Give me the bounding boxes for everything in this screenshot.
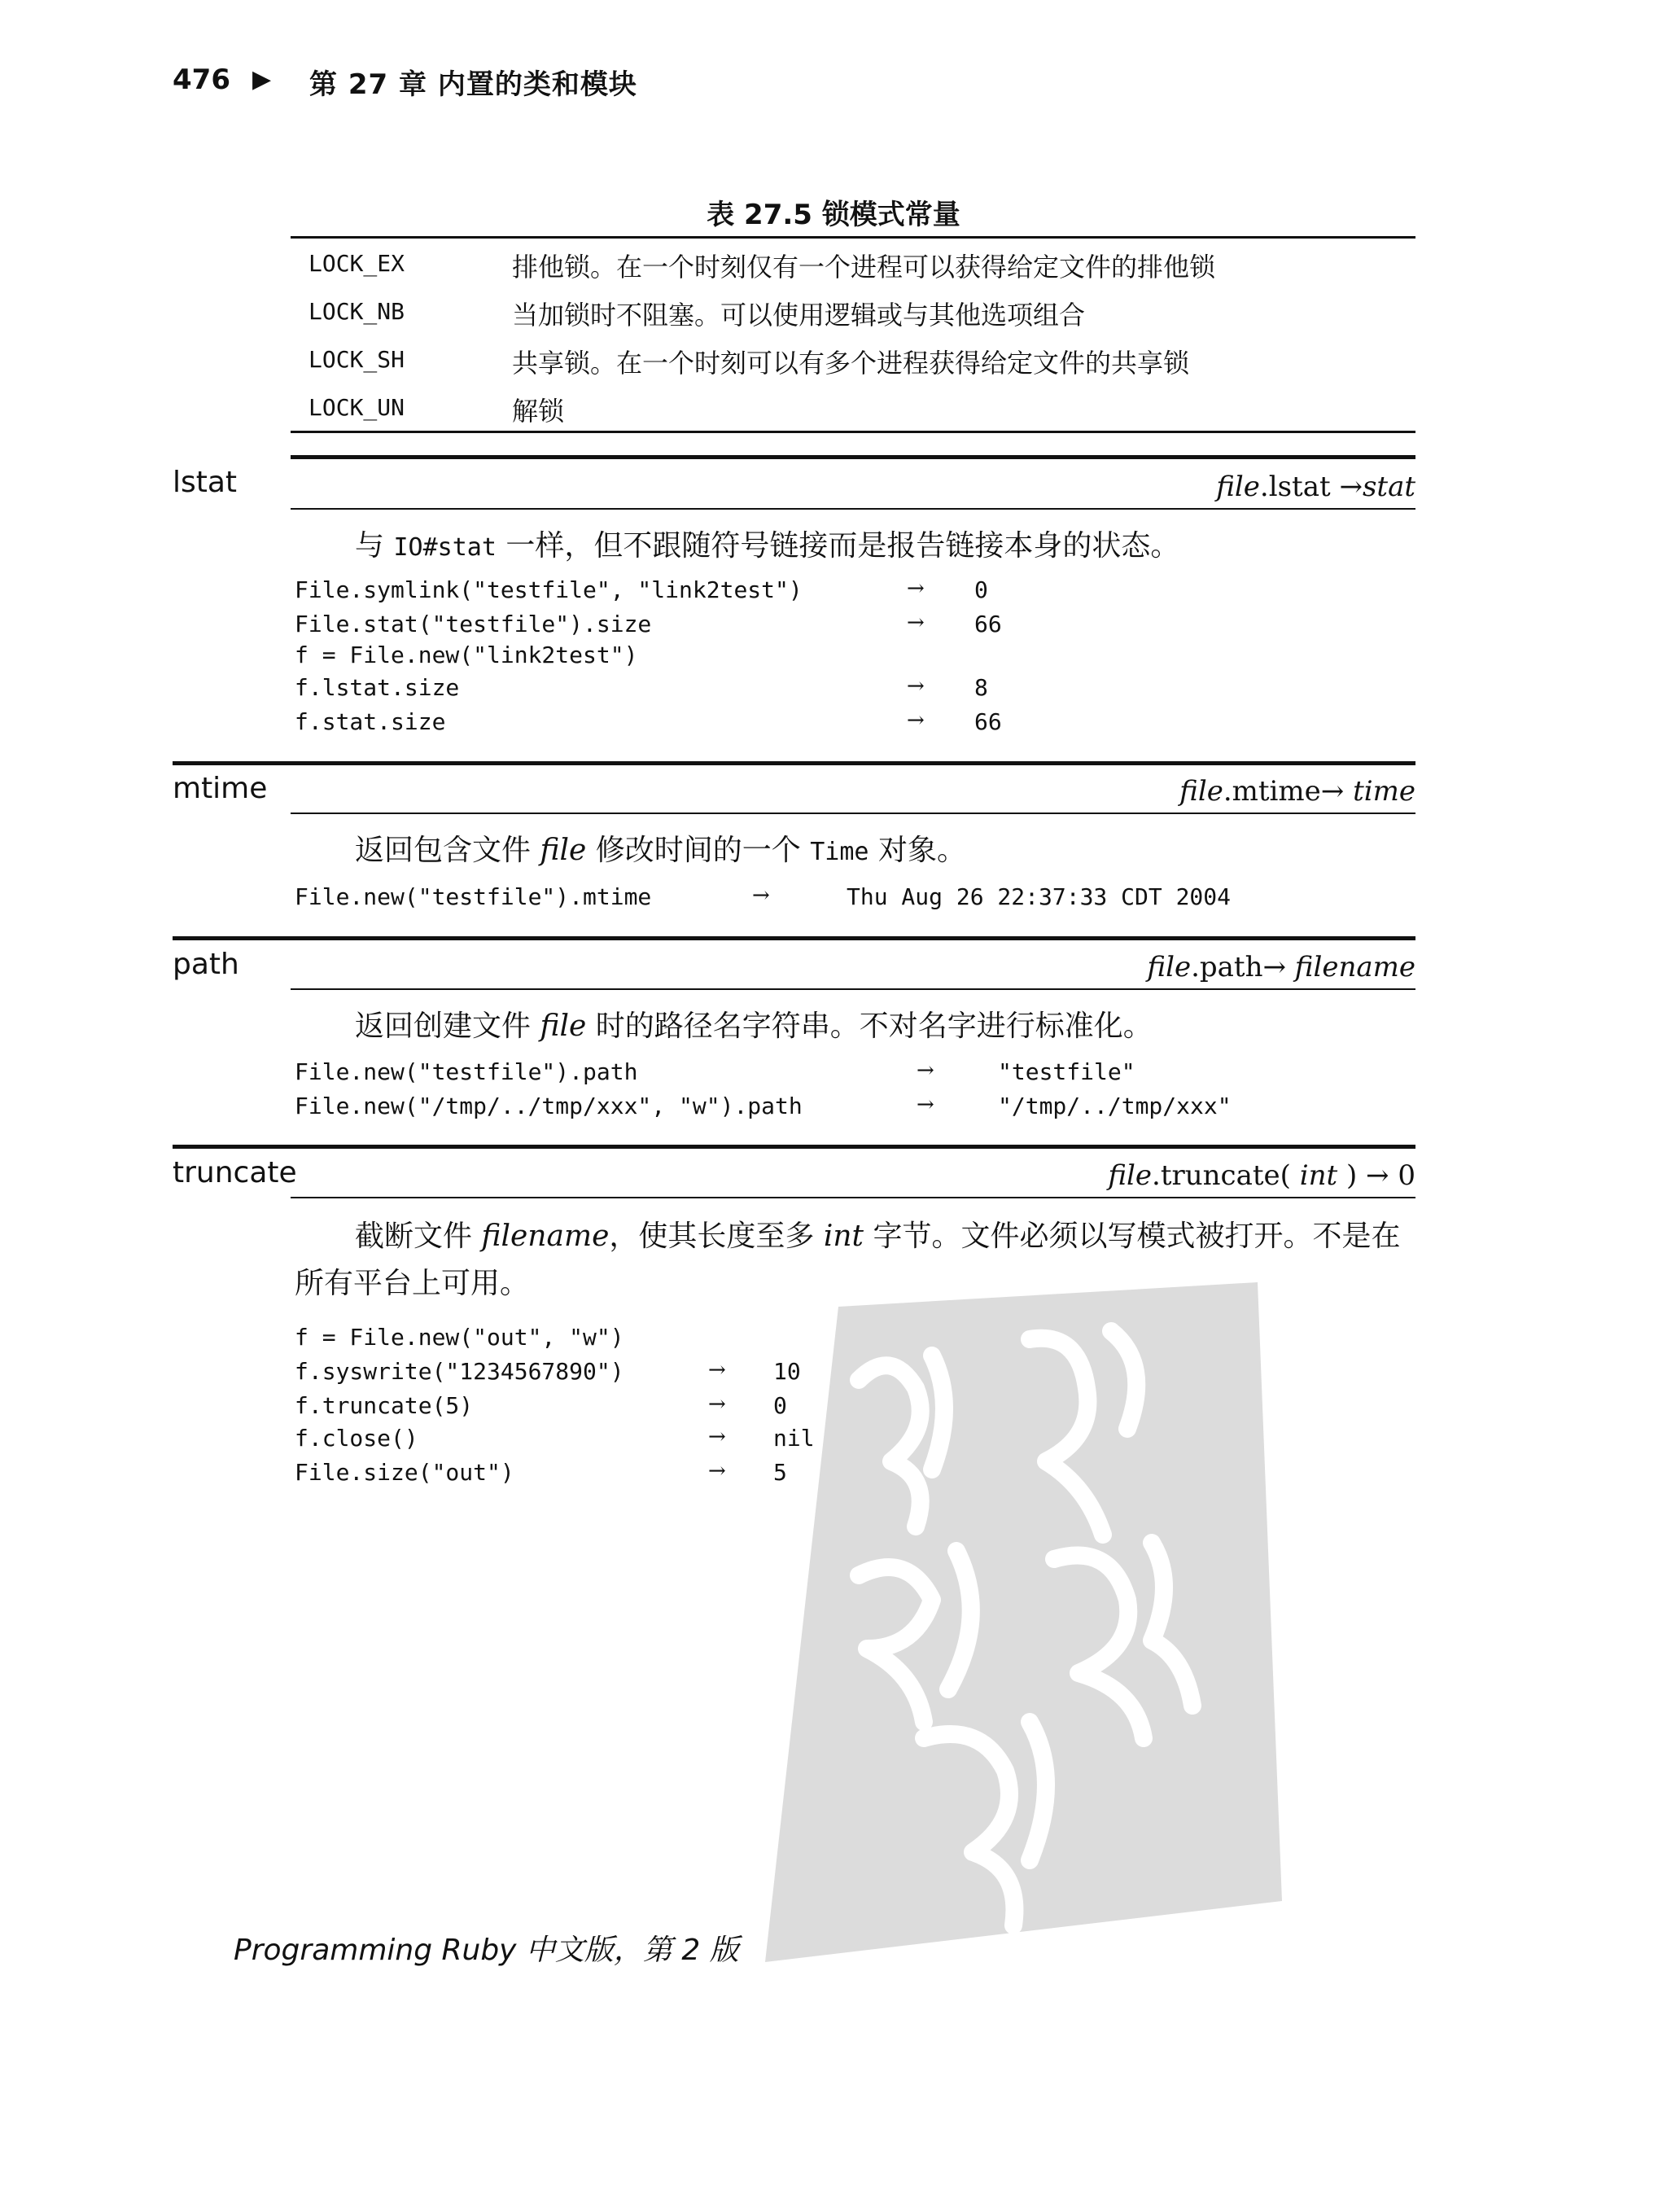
code-line: f = File.new("link2test") [295,642,638,668]
result-arrow-icon: → [917,1058,934,1083]
seal-watermark-icon [761,1282,1282,1962]
table-caption: 表 27.5 锁模式常量 [707,199,960,231]
constant-name: LOCK_NB [308,298,405,325]
result-arrow-icon: → [708,1392,726,1417]
constant-description: 当加锁时不阻塞。可以使用逻辑或与其他选项组合 [512,300,1086,331]
result-arrow-icon: → [907,576,925,601]
signature-text: file.path→ filename [1147,951,1415,983]
method-signature-lstat [291,466,1415,510]
table-row [291,335,1415,383]
signature-text: file.truncate( int ) → 0 [1108,1159,1415,1192]
method-name-lstat: lstat [173,466,238,499]
result-arrow-icon: → [907,611,925,635]
signature-text: file.mtime→ time [1179,775,1415,808]
code-line: f.close() → nil [295,1425,815,1452]
code-line: File.size("out") → 5 [295,1459,787,1486]
method-name-truncate: truncate [173,1156,297,1189]
method-description-mtime: 返回包含文件 file 修改时间的一个 Time 对象。 [355,834,966,867]
method-description-path: 返回创建文件 file 时的路径名字符串。不对名字进行标准化。 [355,1010,1153,1043]
section-rule [173,1145,1415,1149]
table-row [291,239,1415,287]
constant-name: LOCK_UN [308,394,405,421]
table-row [291,287,1415,335]
code-example-path [295,1058,1434,1127]
code-example-lstat [295,576,1434,742]
constant-description: 共享锁。在一个时刻可以有多个进程获得给定文件的共享锁 [512,348,1190,379]
result-arrow-icon: → [917,1093,934,1117]
section-rule [173,761,1415,765]
code-line: File.stat("testfile").size → 66 [295,611,1002,637]
signature-text: file.lstat →stat [1216,471,1415,503]
method-name-mtime: mtime [173,772,268,805]
code-line: f.syswrite("1234567890") → 10 [295,1358,801,1385]
code-line: f.lstat.size → 8 [295,674,988,701]
result-arrow-icon: → [708,1425,726,1449]
code-example-mtime [295,883,1434,918]
section-rule [173,936,1415,940]
method-name-path: path [173,948,239,981]
result-arrow-icon: → [752,883,770,908]
code-line: File.symlink("testfile", "link2test") → 0 [295,576,988,603]
code-line: f.stat.size → 66 [295,708,1002,735]
lock-mode-table [291,236,1415,433]
constant-description: 解锁 [512,396,565,427]
header-arrow-icon: ▶ [252,65,272,94]
result-arrow-icon: → [907,674,925,699]
result-arrow-icon: → [708,1358,726,1382]
method-description-lstat: 与 IO#stat 一样，但不跟随符号链接而是报告链接本身的状态。 [355,529,1180,563]
code-line: File.new("testfile").path → "testfile" [295,1058,1135,1085]
constant-name: LOCK_SH [308,346,405,373]
code-line: f = File.new("out", "w") [295,1324,624,1351]
constant-description: 排他锁。在一个时刻仅有一个进程可以获得给定文件的排他锁 [512,252,1216,283]
method-signature-path [291,948,1415,990]
constant-name: LOCK_EX [308,250,405,277]
result-arrow-icon: → [708,1459,726,1483]
code-line: File.new("/tmp/../tmp/xxx", "w").path → "/tmp/../tmp/xxx" [295,1093,1232,1119]
method-description-truncate-line2: 所有平台上可用。 [295,1267,530,1300]
chapter-title: 第 27 章 内置的类和模块 [309,68,637,101]
code-line: File.new("testfile").mtime → Thu Aug 26 22:37:33 CDT 2004 [295,883,1232,910]
method-description-truncate: 截断文件 filename，使其长度至多 int 字节。文件必须以写模式被打开。不是在 [355,1220,1401,1253]
table-row [291,383,1415,431]
method-signature-mtime [291,772,1415,814]
code-line: f.truncate(5) → 0 [295,1392,787,1419]
method-signature-truncate [291,1156,1415,1198]
page-number: 476 [173,64,230,96]
section-rule [291,455,1415,459]
result-arrow-icon: → [907,708,925,733]
footer-book-title: Programming Ruby 中文版，第 2 版 [234,1934,739,1967]
